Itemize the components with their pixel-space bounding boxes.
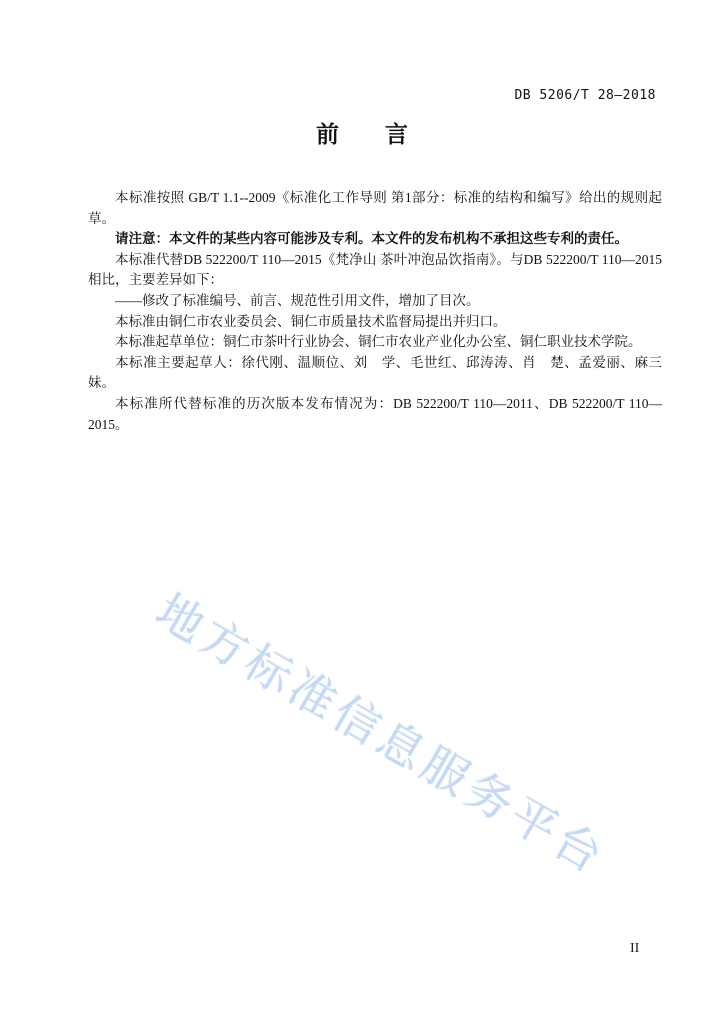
foreword-body <box>88 188 662 435</box>
paragraph-drafting-rule: 本标准按照 GB/T 1.1--2009《标准化工作导则 第1部分：标准的结构和编写》给出的规则起草。 <box>88 190 662 226</box>
doc-number: DB 5206/T 28—2018 <box>514 88 656 103</box>
paragraph-patent-notice: 请注意：本文件的某些内容可能涉及专利。本文件的发布机构不承担这些专利的责任。 <box>115 231 628 247</box>
paragraph-changes: ——修改了标准编号、前言、规范性引用文件，增加了目次。 <box>115 292 480 308</box>
paragraph-previous-versions: 本标准所代替标准的历次版本发布情况为：DB 522200/T 110—2011、DB 522200/T 110—2015。 <box>88 395 662 432</box>
paragraph-drafting-units: 本标准起草单位：铜仁市茶叶行业协会、铜仁市农业产业化办公室、铜仁职业技术学院。 <box>115 334 642 350</box>
paragraph-proposed-by: 本标准由铜仁市农业委员会、铜仁市质量技术监督局提出并归口。 <box>115 313 507 329</box>
watermark: 地方标准信息服务平台 <box>147 585 615 885</box>
page-title: 前 言 <box>316 121 408 147</box>
paragraph-replacement: 本标准代替DB 522200/T 110—2015《梵净山 茶叶冲泡品饮指南》。与DB 522200/T 110—2015相比，主要差异如下： <box>88 251 662 288</box>
page-number: II <box>630 941 640 956</box>
paragraph-drafters: 本标准主要起草人：徐代刚、温顺位、刘 学、毛世红、邱涛涛、肖 楚、孟爱丽、麻三妹。 <box>88 354 662 391</box>
